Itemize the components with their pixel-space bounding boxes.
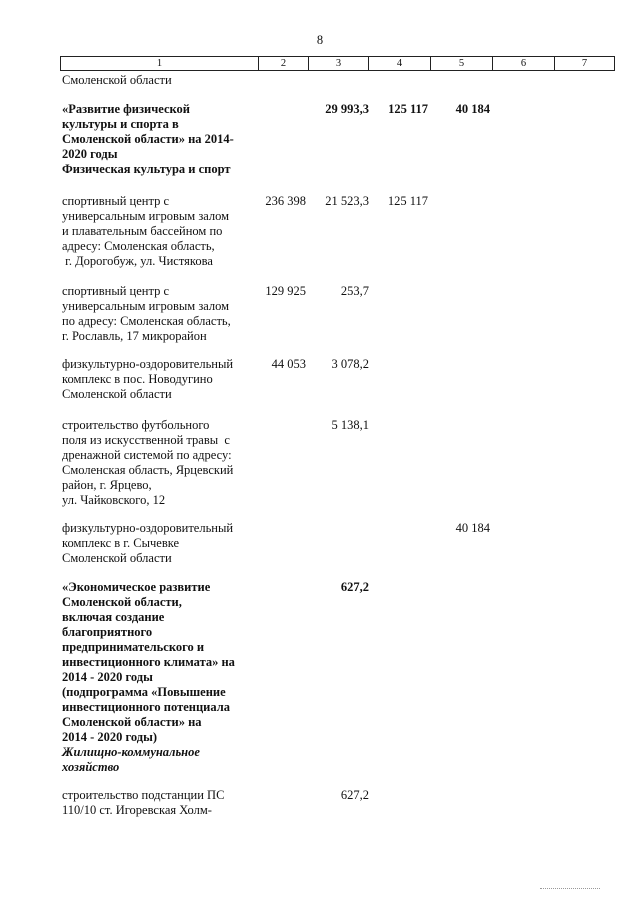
column-header-table [60, 56, 615, 71]
line: район, г. Ярцево, [62, 478, 152, 492]
line: поля из искусственной травы с [62, 433, 230, 447]
page-number: 8 [316, 33, 324, 47]
line: Смоленской области [62, 387, 172, 401]
line: Смоленской области» на [62, 715, 202, 729]
column-header-3: 3 [309, 57, 369, 71]
value-col2: 236 398 [265, 194, 306, 208]
line: 2014 - 2020 годы [62, 670, 153, 684]
line: предпринимательского и [62, 640, 205, 654]
subheading: хозяйство [62, 760, 120, 774]
line: ул. Чайковского, 12 [62, 493, 166, 507]
program-heading-economy [62, 580, 257, 775]
scan-footer-mark [540, 888, 600, 890]
line: «Экономическое развитие [62, 580, 211, 594]
column-header-2: 2 [259, 57, 309, 71]
line: комплекс в г. Сычевке [62, 536, 180, 550]
line: спортивный центр с [62, 194, 169, 208]
line: по адресу: Смоленская область, [62, 314, 231, 328]
value-col2: 129 925 [265, 284, 306, 298]
value-col3: 3 078,2 [331, 357, 369, 371]
line: строительство футбольного [62, 418, 210, 432]
column-header-row [61, 57, 615, 71]
line: дренажной системой по адресу: [62, 448, 232, 462]
line: «Развитие физической [62, 102, 190, 116]
line: Смоленская область, Ярцевский [62, 463, 234, 477]
object-description [62, 418, 257, 508]
value-col3: 5 138,1 [331, 418, 369, 432]
object-description [62, 194, 257, 269]
value-col3: 627,2 [340, 788, 369, 802]
line: Смоленской области» на 2014- [62, 132, 234, 146]
line: строительство подстанции ПС [62, 788, 225, 802]
value-col3: 21 523,3 [325, 194, 369, 208]
column-header-1: 1 [61, 57, 259, 71]
subheading: Жилищно-коммунальное [62, 745, 200, 759]
value-col5: 40 184 [455, 102, 490, 116]
line: г. Дорогобуж, ул. Чистякова [62, 254, 213, 268]
program-heading-sport [62, 102, 257, 177]
line: Смоленской области, [62, 595, 182, 609]
value-col3: 627,2 [340, 580, 369, 594]
line: 2020 годы [62, 147, 118, 161]
value-col3: 253,7 [340, 284, 369, 298]
line: 2014 - 2020 годы) [62, 730, 158, 744]
value-col4: 125 117 [388, 102, 428, 116]
line: включая создание [62, 610, 165, 624]
object-description [62, 284, 257, 344]
line: Смоленской области [62, 551, 172, 565]
value-col4: 125 117 [387, 194, 428, 208]
line: инвестиционного потенциала [62, 700, 230, 714]
line: г. Рославль, 17 микрорайон [62, 329, 207, 343]
column-header-7: 7 [555, 57, 615, 71]
line: спортивный центр с [62, 284, 169, 298]
line: 110/10 ст. Игоревская Холм- [62, 803, 212, 817]
object-description [62, 521, 257, 566]
column-header-6: 6 [493, 57, 555, 71]
object-description [62, 357, 257, 402]
value-col2: 44 053 [271, 357, 306, 371]
line: инвестиционного климата» на [62, 655, 235, 669]
column-header-5: 5 [431, 57, 493, 71]
value-col5: 40 184 [455, 521, 490, 535]
line: физкультурно-оздоровительный [62, 357, 234, 371]
carry-over-text: Смоленской области [62, 73, 172, 87]
value-col3: 29 993,3 [325, 102, 369, 116]
line: физкультурно-оздоровительный [62, 521, 234, 535]
line: и плавательным бассейном по [62, 224, 223, 238]
line: благоприятного [62, 625, 153, 639]
line: универсальным игровым залом [62, 299, 230, 313]
subheading: Физическая культура и спорт [62, 162, 231, 176]
line: (подпрограмма «Повышение [62, 685, 226, 699]
line: культуры и спорта в [62, 117, 179, 131]
line: универсальным игровым залом [62, 209, 230, 223]
column-header-4: 4 [369, 57, 431, 71]
line: комплекс в пос. Новодугино [62, 372, 213, 386]
line: адресу: Смоленская область, [62, 239, 215, 253]
object-description [62, 788, 257, 818]
